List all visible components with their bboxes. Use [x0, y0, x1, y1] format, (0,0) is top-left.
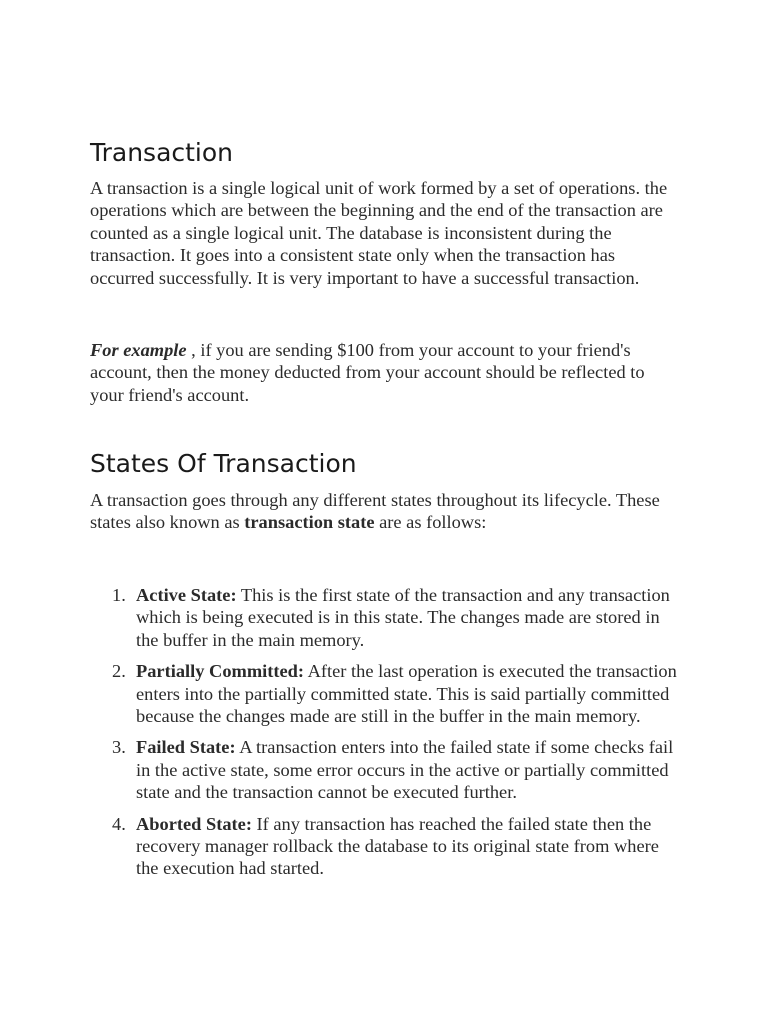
example-lead: For example [90, 340, 187, 360]
transaction-heading: Transaction [90, 138, 234, 167]
transaction-definition-paragraph: A transaction is a single logical unit of work formed by a set of operations. the operations which are between the beginning and the end of the transaction are counted as a single logical unit. The database is inconsistent during the transaction. It goes into a consistent state only when the transaction has occurred successfully. It is very important to have a successful transaction. [90, 178, 668, 288]
state-title: Active State: [136, 585, 237, 605]
example-text: , if you are sending $100 from your account to your friend's account, then the money deducted from your account should be reflected to your friend's account. [90, 340, 645, 405]
state-item-aborted [90, 813, 680, 880]
states-intro-paragraph [90, 489, 680, 534]
state-description: This is the first state of the transaction and any transaction which is being executed is in this state. The changes made are stored in the buffer in the main memory. [136, 585, 670, 650]
state-number: 3. [112, 737, 126, 758]
state-item-active [90, 584, 680, 651]
state-title: Failed State: [136, 737, 236, 758]
states-list [90, 584, 680, 889]
state-description: If any transaction has reached the failed state then the recovery manager rollback the database to its original state from where the execution had started. [136, 813, 659, 879]
state-title: Partially Committed: [136, 661, 305, 682]
state-description: A transaction enters into the failed state if some checks fail in the active state, some error occurs in the active or partially committed state and the transaction cannot be executed further. [136, 737, 674, 803]
state-number: 2. [112, 661, 126, 682]
states-intro-before: A transaction goes through any different states throughout its lifecycle. These states also known as [90, 490, 660, 533]
state-number: 4. [112, 813, 126, 834]
state-number: 1. [112, 585, 126, 605]
example-paragraph [90, 339, 680, 406]
states-heading: States Of Transaction [90, 449, 357, 478]
state-description: After the last operation is executed the transaction enters into the partially committed state. This is said partially committed because the changes made are still in the buffer in the main memory. [136, 661, 677, 727]
state-item-partially-committed [90, 660, 680, 727]
state-item-failed [90, 736, 680, 803]
states-intro-after: are as follows: [374, 512, 487, 533]
state-title: Aborted State: [136, 813, 252, 834]
states-intro-term: transaction state [244, 512, 375, 533]
